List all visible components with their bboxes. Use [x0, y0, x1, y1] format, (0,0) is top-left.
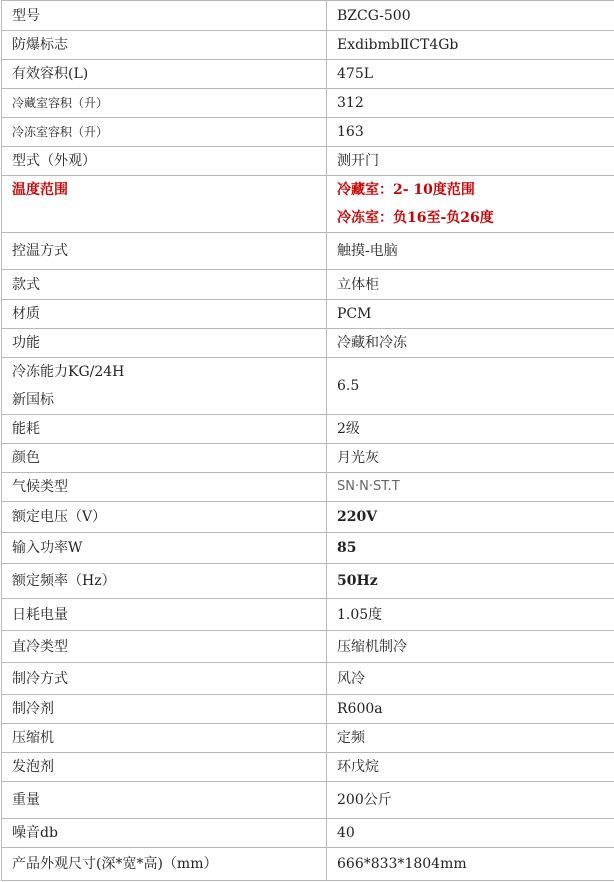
- value-cell: 环戊烷: [327, 753, 614, 782]
- value-cell: 定频: [327, 724, 614, 753]
- table-row: [2, 358, 614, 415]
- label-cell: 有效容积(L): [2, 60, 327, 89]
- value-cell: 40: [327, 819, 614, 848]
- label-cell: 防爆标志: [2, 31, 327, 60]
- table-row: [2, 631, 614, 663]
- label-cell: 直冷类型: [2, 631, 327, 663]
- label-cell: 型式（外观）: [2, 147, 327, 176]
- table-row: [2, 233, 614, 270]
- label-cell: 发泡剂: [2, 753, 327, 782]
- value-cell: 50Hz: [327, 564, 614, 599]
- label-cell: 重量: [2, 782, 327, 819]
- label-cell: 日耗电量: [2, 599, 327, 631]
- table-row: [2, 1, 614, 31]
- table-row: [2, 300, 614, 329]
- table-row: [2, 176, 614, 233]
- value-cell: 163: [327, 118, 614, 147]
- table-row: [2, 329, 614, 358]
- label-cell: 噪音db: [2, 819, 327, 848]
- table-row: [2, 118, 614, 147]
- spec-table: [1, 0, 614, 881]
- new-standard-label: 新国标: [12, 392, 54, 408]
- value-cell: 666*833*1804mm: [327, 848, 614, 881]
- label-cell: [2, 358, 327, 415]
- refrigerator-range: 冷藏室：2- 10度范围: [337, 182, 475, 198]
- value-cell: 立体柜: [327, 270, 614, 300]
- label-cell: 制冷方式: [2, 663, 327, 695]
- table-row: [2, 695, 614, 724]
- table-row: [2, 60, 614, 89]
- value-cell: 压缩机制冷: [327, 631, 614, 663]
- value-cell: PCM: [327, 300, 614, 329]
- value-cell: 200公斤: [327, 782, 614, 819]
- value-cell: 312: [327, 89, 614, 118]
- table-row: [2, 89, 614, 118]
- freezing-capacity-label: 冷冻能力KG/24H: [12, 364, 125, 380]
- temperature-range-label: 温度范围: [12, 182, 68, 198]
- label-cell: 压缩机: [2, 724, 327, 753]
- table-row: [2, 848, 614, 881]
- label-cell: 制冷剂: [2, 695, 327, 724]
- label-cell: 产品外观尺寸(深*宽*高)（mm）: [2, 848, 327, 881]
- freezer-range: 冷冻室：负16至-负26度: [337, 210, 494, 226]
- label-cell: 额定电压（V）: [2, 502, 327, 533]
- label-cell: 额定频率（Hz）: [2, 564, 327, 599]
- label-cell: 颜色: [2, 444, 327, 473]
- label-cell: 型号: [2, 1, 327, 31]
- label-cell: 输入功率W: [2, 533, 327, 564]
- value-cell: 6.5: [327, 358, 614, 415]
- label-cell: 控温方式: [2, 233, 327, 270]
- value-cell: 触摸-电脑: [327, 233, 614, 270]
- value-cell: 冷藏和冷冻: [327, 329, 614, 358]
- label-cell: 冷冻室容积（升）: [2, 118, 327, 147]
- label-cell: [2, 176, 327, 233]
- label-cell: 气候类型: [2, 473, 327, 502]
- table-row: [2, 31, 614, 60]
- value-cell: 风冷: [327, 663, 614, 695]
- value-cell: R600a: [327, 695, 614, 724]
- table-row: [2, 147, 614, 176]
- table-row: [2, 533, 614, 564]
- table-row: [2, 599, 614, 631]
- value-cell: SN·N·ST.T: [327, 473, 614, 502]
- table-row: [2, 819, 614, 848]
- label-cell: 冷藏室容积（升）: [2, 89, 327, 118]
- table-row: [2, 663, 614, 695]
- value-cell: ExdibmbⅡCT4Gb: [327, 31, 614, 60]
- table-row: [2, 270, 614, 300]
- table-row: [2, 753, 614, 782]
- value-cell: 475L: [327, 60, 614, 89]
- label-cell: 材质: [2, 300, 327, 329]
- value-cell: 85: [327, 533, 614, 564]
- label-cell: 款式: [2, 270, 327, 300]
- table-row: [2, 502, 614, 533]
- table-row: [2, 724, 614, 753]
- table-row: [2, 782, 614, 819]
- value-cell: 月光灰: [327, 444, 614, 473]
- table-row: [2, 444, 614, 473]
- table-row: [2, 415, 614, 444]
- table-row: [2, 473, 614, 502]
- table-row: [2, 564, 614, 599]
- label-cell: 能耗: [2, 415, 327, 444]
- value-cell: [327, 176, 614, 233]
- value-cell: 220V: [327, 502, 614, 533]
- value-cell: 1.05度: [327, 599, 614, 631]
- value-cell: 测开门: [327, 147, 614, 176]
- value-cell: BZCG-500: [327, 1, 614, 31]
- value-cell: 2级: [327, 415, 614, 444]
- label-cell: 功能: [2, 329, 327, 358]
